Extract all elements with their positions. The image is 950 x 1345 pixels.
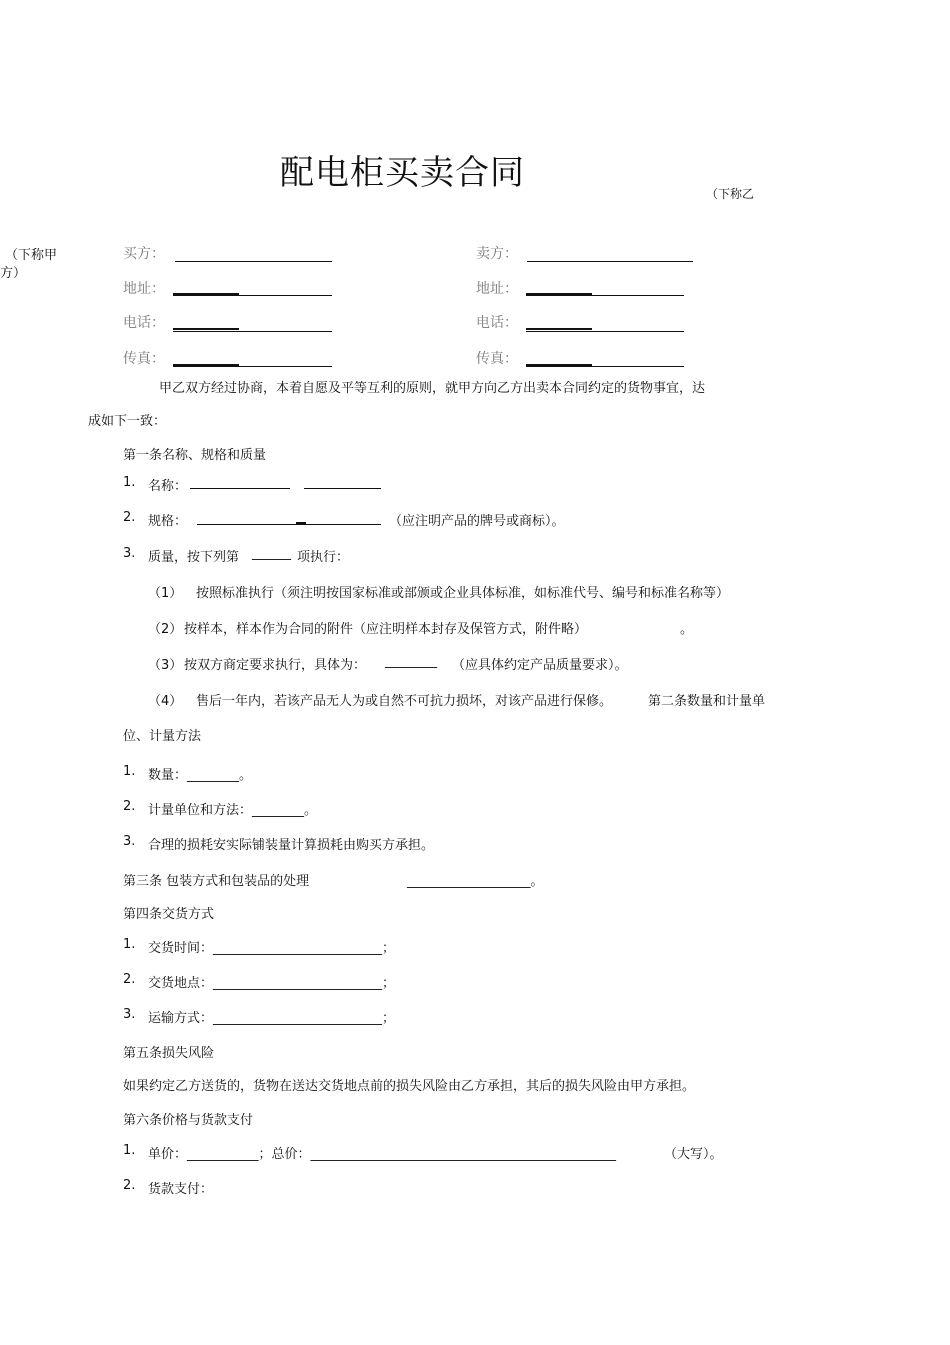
quality-blank[interactable]: ______: [252, 546, 291, 561]
item-number: 2.: [123, 1178, 136, 1193]
seller-phone-underline: [526, 328, 592, 330]
seller-address-underline: [526, 293, 592, 295]
party-note-right: （下称乙: [706, 187, 755, 201]
item-number: 3.: [123, 834, 136, 849]
name-field-b[interactable]: [304, 488, 381, 489]
seller-fax-field[interactable]: [526, 366, 684, 367]
name-field-a[interactable]: [190, 488, 290, 489]
seller-label: 卖方：: [476, 246, 518, 262]
article-4-heading: 第四条交货方式: [123, 907, 215, 922]
article-6-heading: 第六条价格与货款支付: [123, 1113, 254, 1128]
seller-fax-underline: [526, 364, 592, 366]
buyer-fax-underline: [173, 364, 239, 366]
buyer-fax-label: 传真：: [123, 351, 165, 367]
party-note-left-1: （下称甲: [5, 248, 58, 263]
buyer-address-label: 地址：: [123, 281, 165, 297]
sub-item-number: （4）: [148, 694, 183, 709]
packaging-field[interactable]: ___________________。: [407, 874, 544, 889]
seller-fax-label: 传真：: [476, 351, 518, 367]
seller-address-label: 地址：: [476, 281, 518, 297]
item-number: 2.: [123, 972, 136, 987]
quality-label: 质量，按下列第: [148, 550, 240, 565]
name-label: 名称：: [148, 479, 188, 494]
article-2-heading-end: 位、计量方法: [123, 729, 202, 744]
item-number: 2.: [123, 799, 136, 814]
item-number: 2.: [123, 510, 136, 525]
price-note: （大写）。: [664, 1147, 723, 1162]
page-title: 配电柜买卖合同: [280, 153, 525, 193]
seller-phone-field[interactable]: [526, 331, 684, 332]
sub-item-number: （2）: [148, 622, 183, 637]
item-number: 3.: [123, 1007, 136, 1022]
item-number: 1.: [123, 937, 136, 952]
article-5-heading: 第五条损失风险: [123, 1046, 215, 1061]
item-number: 1.: [123, 475, 136, 490]
intro-line-2: 成如下一致：: [88, 414, 167, 429]
seller-address-field[interactable]: [526, 295, 684, 296]
buyer-phone-label: 电话：: [123, 315, 165, 331]
quality-option-2: 按样本，样本作为合同的附件（应注明样本封存及保管方式，附件略）: [184, 622, 588, 637]
buyer-label: 买方：: [123, 246, 165, 262]
quantity-label: 数量：________。: [148, 768, 253, 783]
item-number: 3.: [123, 546, 136, 561]
delivery-time-field[interactable]: 交货时间：__________________________；: [148, 941, 396, 956]
seller-phone-label: 电话：: [476, 315, 518, 331]
payment-label: 货款支付：: [148, 1182, 214, 1197]
sub-item-number: （3）: [148, 658, 183, 673]
spec-field[interactable]: [197, 524, 381, 525]
quality-option-3: 按双方商定要求执行，具体为：: [184, 658, 367, 673]
intro-line-1: 甲乙双方经过协商，本着自愿及平等互利的原则，就甲方向乙方出卖本合同约定的货物事宜，达: [159, 381, 706, 396]
buyer-phone-field[interactable]: [173, 331, 332, 332]
buyer-fax-field[interactable]: [173, 366, 332, 367]
spec-label: 规格：: [148, 514, 188, 529]
delivery-place-field[interactable]: 交货地点：__________________________；: [148, 976, 396, 991]
buyer-phone-underline: [173, 328, 239, 330]
spec-note: （应注明产品的牌号或商标）。: [389, 514, 565, 529]
quality-option-4: 售后一年内，若该产品无人为或自然不可抗力损坏，对该产品进行保修。: [196, 694, 613, 709]
quality-option-1: 按照标准执行（须注明按国家标准或部颁或企业具体标准，如标准代号、编号和标准名称等）: [196, 586, 730, 601]
buyer-address-underline: [173, 293, 239, 295]
seller-field[interactable]: [527, 261, 693, 262]
quality-option-2-end: 。: [680, 622, 694, 637]
buyer-address-field[interactable]: [173, 295, 332, 296]
unit-method-label: 计量单位和方法：________。: [148, 803, 318, 818]
article-3-heading: 第三条 包装方式和包装品的处理: [123, 874, 310, 889]
price-field[interactable]: 单价：___________；总价：_______________________________________________: [148, 1147, 617, 1162]
article-1-heading: 第一条名称、规格和质量: [123, 448, 267, 463]
loss-text: 合理的损耗安实际铺装量计算损耗由购买方承担。: [148, 838, 435, 853]
party-note-left-2: 方）: [0, 266, 27, 281]
item-number: 1.: [123, 764, 136, 779]
sub-item-number: （1）: [148, 586, 183, 601]
quality-suffix: 项执行：: [297, 550, 350, 565]
article-2-heading-start: 第二条数量和计量单: [648, 694, 766, 709]
quality-option-3-note: （应具体约定产品质量要求）。: [452, 658, 628, 673]
quality-option-3-blank[interactable]: ________: [385, 654, 437, 669]
transport-field[interactable]: 运输方式：__________________________；: [148, 1011, 396, 1026]
spec-field-mark: [296, 522, 306, 524]
risk-text: 如果约定乙方送货的，货物在送达交货地点前的损失风险由乙方承担，其后的损失风险由甲方承担。: [123, 1079, 696, 1094]
buyer-field[interactable]: [175, 261, 332, 262]
item-number: 1.: [123, 1143, 136, 1158]
